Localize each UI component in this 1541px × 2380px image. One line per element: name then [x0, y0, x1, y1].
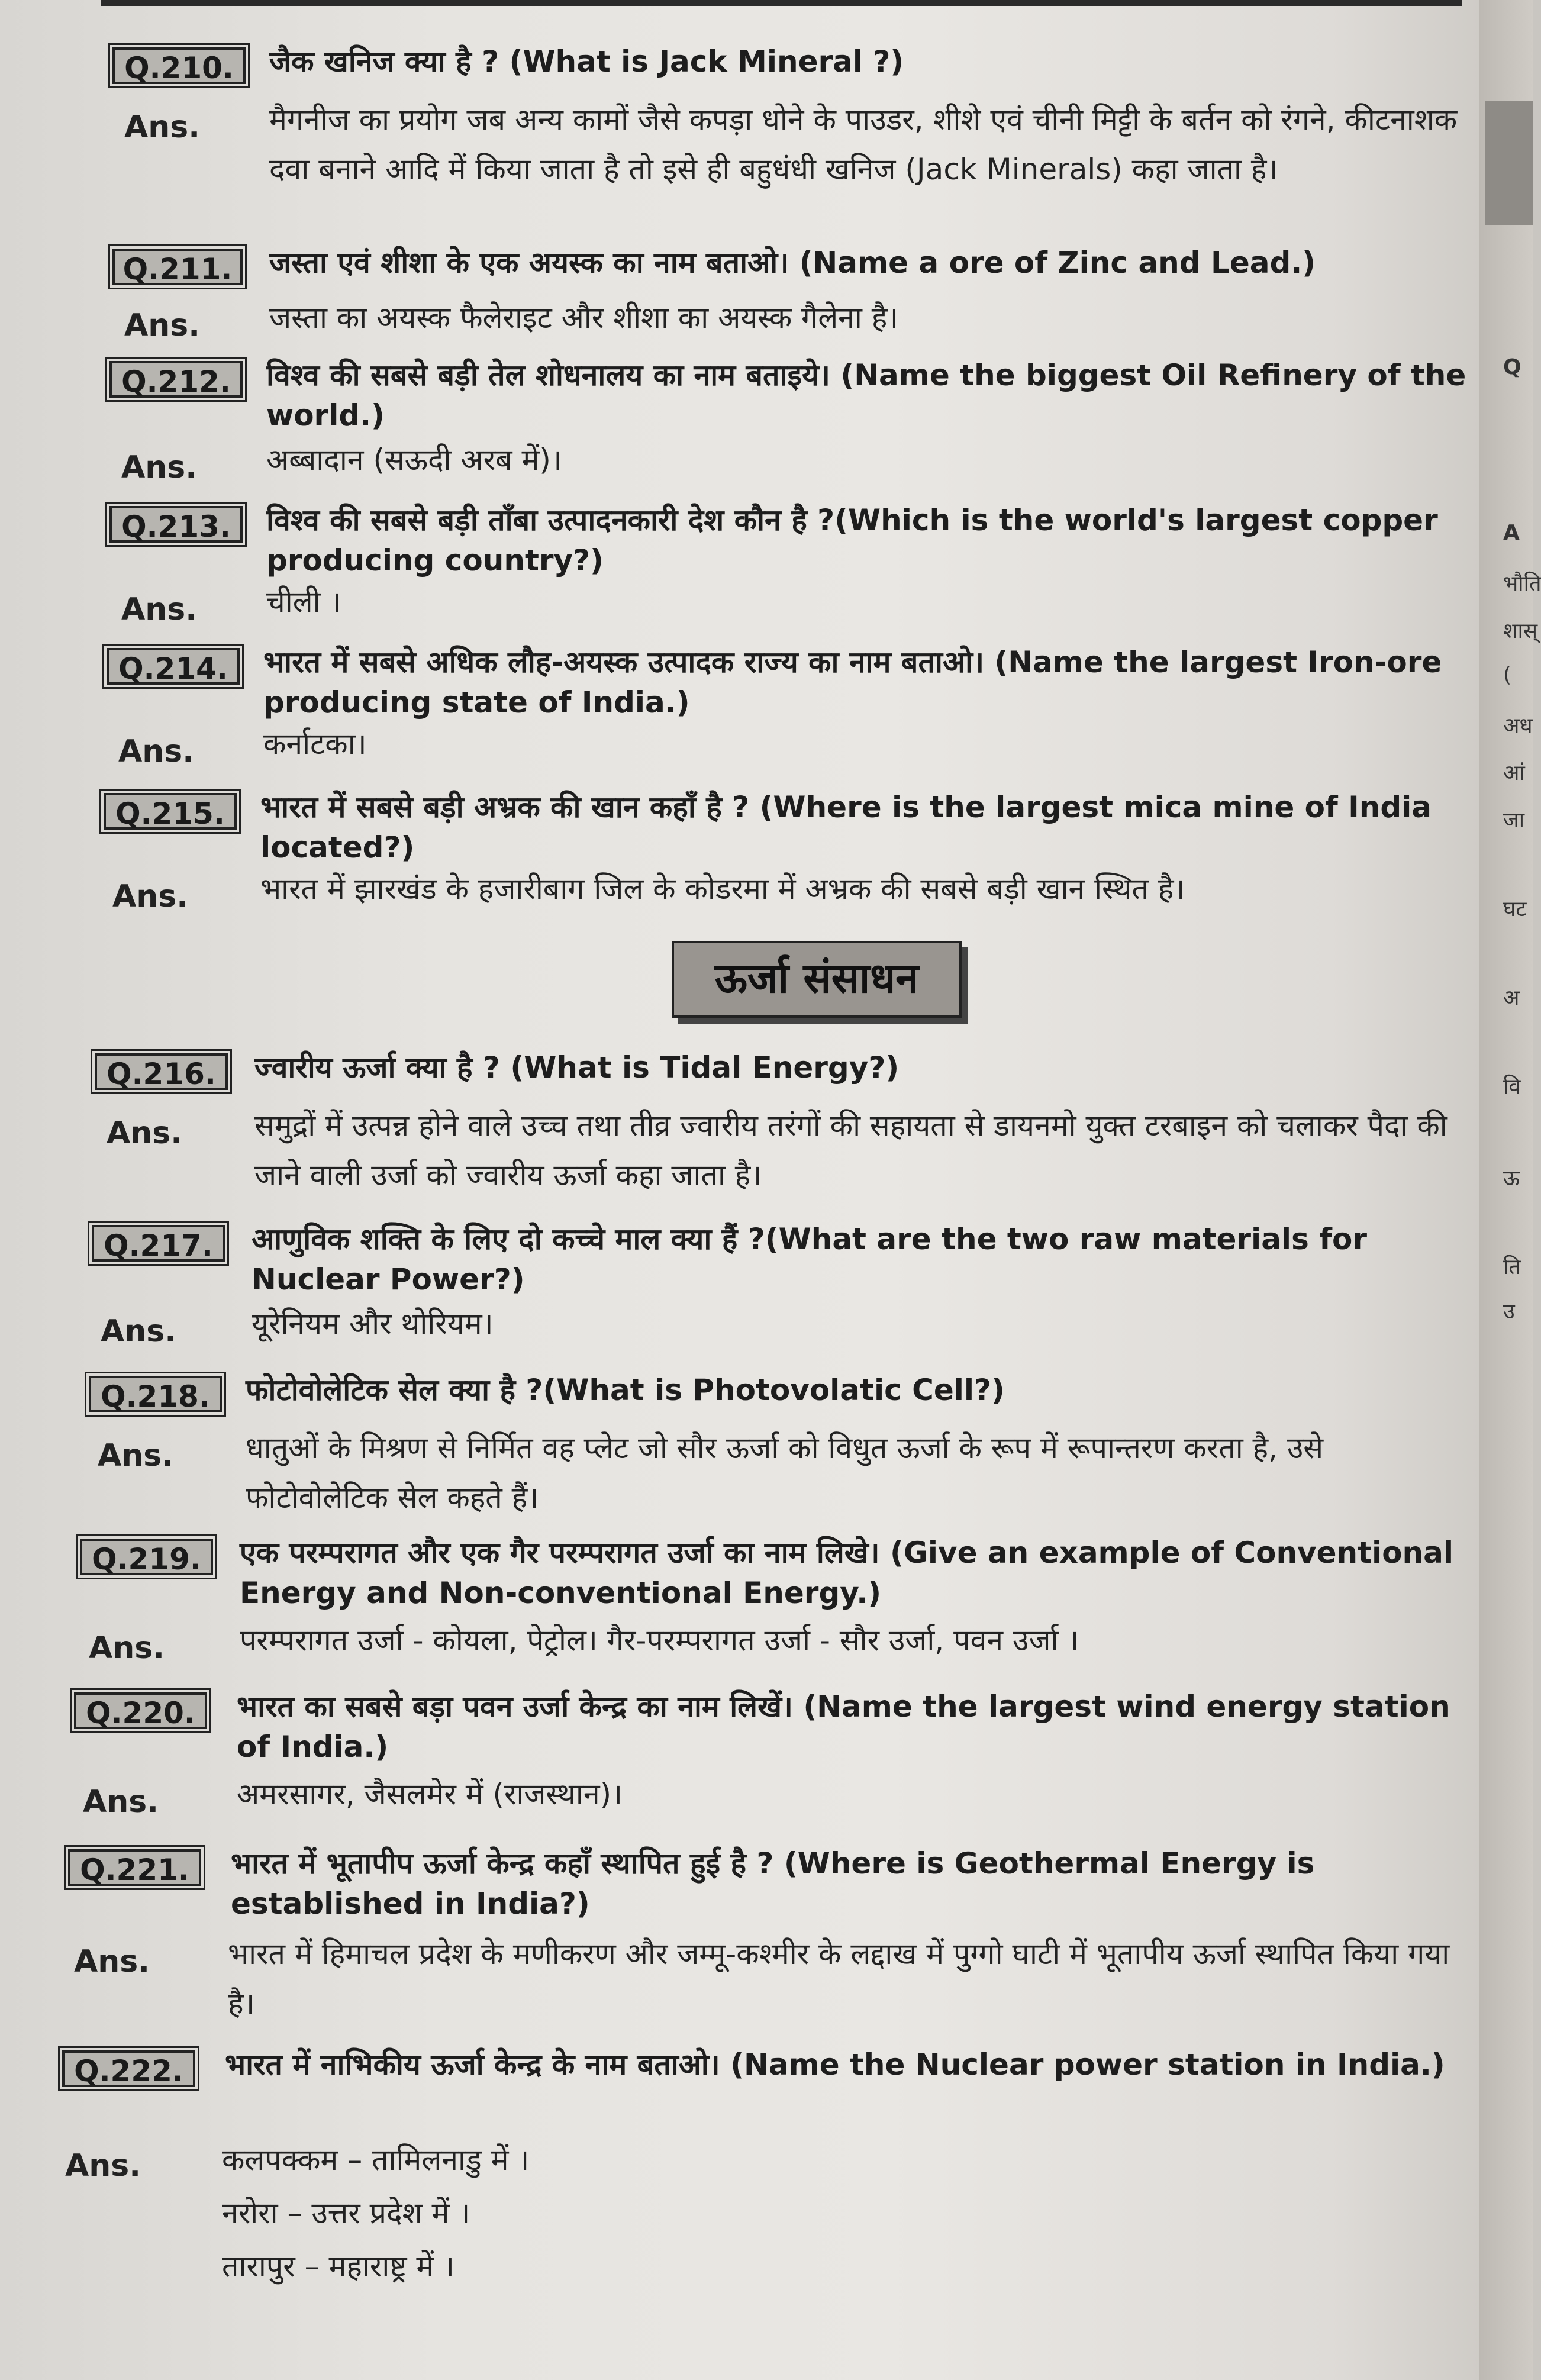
question-number: Q.210. [112, 47, 246, 84]
question-number: Q.211. [112, 249, 243, 285]
question-text: विश्व की सबसे बड़ी तेल शोधनालय का नाम बताइये। (Name the biggest Oil Refinery of the world.) [266, 358, 1466, 433]
question-number: Q.214. [107, 648, 240, 685]
answer-text: चीली । [266, 585, 341, 619]
answer-text: अमरसागर, जैसलमेर में (राजस्थान)। [237, 1777, 623, 1811]
question-number: Q.216. [95, 1053, 228, 1090]
answer-label: Ans. [74, 1944, 150, 1979]
question-text: जैक खनिज क्या है ? (What is Jack Mineral ?) [269, 44, 904, 79]
question-number: Q.217. [92, 1225, 225, 1262]
answer-text: भारत में झारखंड के हजारीबाग जिल के कोडरमा में अभ्रक की सबसे बड़ी खान स्थित है। [260, 872, 1185, 906]
answer-label: Ans. [118, 734, 194, 769]
answer-text: अब्बादान (सऊदी अरब में)। [266, 443, 562, 477]
answer-label: Ans. [101, 1314, 176, 1349]
answer-text: यूरेनियम और थोरियम। [252, 1307, 494, 1341]
question-text: जस्ता एवं शीशा के एक अयस्क का नाम बताओ। (Name a ore of Zinc and Lead.) [269, 246, 1316, 280]
question-number: Q.220. [74, 1692, 207, 1729]
question-number: Q.218. [89, 1376, 222, 1412]
question-text: फोटोवोलेटिक सेल क्या है ?(What is Photovolatic Cell?) [246, 1373, 1005, 1407]
answer-label: Ans. [107, 1115, 182, 1151]
answer-text: धातुओं के मिश्रण से निर्मित वह प्लेट जो सौर ऊर्जा को विधुत ऊर्जा के रूप में रूपान्तरण करता है, उसे फोटोवोलेटिक सेल कहते हैं। [246, 1431, 1324, 1515]
edge-fragment: ऊ [1503, 1166, 1520, 1191]
edge-fragment: अध [1503, 714, 1533, 738]
section-title: ऊर्जा संसाधन [672, 941, 962, 1018]
question-text: विश्व की सबसे बड़ी ताँबा उत्पादनकारी देश कौन है ?(Which is the world's largest copper producing country?) [266, 503, 1438, 578]
edge-fragment: A [1503, 521, 1520, 545]
edge-fragment: आं [1503, 761, 1525, 785]
answer-label: Ans. [124, 308, 200, 343]
question-text: आणुविक शक्ति के लिए दो कच्चे माल क्या हैं ?(What are the two raw materials for Nuclear Power?) [252, 1222, 1368, 1297]
question-text: भारत में नाभिकीय ऊर्जा केन्द्र के नाम बताओ। (Name the Nuclear power station in India.) [225, 2047, 1445, 2082]
edge-fragment: जा [1503, 808, 1525, 833]
answer-label: Ans. [83, 1784, 159, 1820]
edge-fragment: भौति [1503, 572, 1541, 596]
answer-label: Ans. [65, 2148, 141, 2184]
edge-fragment: उ [1503, 1299, 1515, 1324]
top-rule [101, 0, 1462, 6]
question-number: Q.215. [104, 793, 237, 830]
answer-label: Ans. [124, 109, 200, 145]
answer-text: कर्नाटका। [263, 727, 367, 761]
question-text: एक परम्परागत और एक गैर परम्परागत उर्जा का नाम लिखे। (Give an example of Conventional Energy and Non-conventional Energy.) [240, 1536, 1454, 1610]
edge-fragment: ( [1503, 663, 1512, 687]
answer-text: जस्ता का अयस्क फैलेराइट और शीशा का अयस्क गैलेना है। [269, 301, 899, 335]
question-text: भारत में सबसे अधिक लौह-अयस्क उत्पादक राज्य का नाम बताओ। (Name the largest Iron-ore producing state of India.) [263, 645, 1442, 720]
answer-text: भारत में हिमाचल प्रदेश के मणीकरण और जम्मू-कश्मीर के लद्दाख में पुग्गो घाटी में भूतापीय ऊर्जा स्थापित किया गया है। [228, 1937, 1450, 2021]
edge-shadow-bar [1485, 101, 1533, 225]
answer-label: Ans. [121, 592, 197, 627]
question-text: भारत में भूतापीप ऊर्जा केन्द्र कहाँ स्थापित हुई है ? (Where is Geothermal Energy is established in India?) [231, 1846, 1315, 1921]
answer-text: कलपक्कम – तामिलनाडु में । नरोरा – उत्तर प्रदेश में । तारापुर – महाराष्ट्र में । [222, 2143, 530, 2284]
question-text: भारत का सबसे बड़ा पवन उर्जा केन्द्र का नाम लिखें। (Name the largest wind energy station of India.) [237, 1689, 1450, 1764]
adjacent-page-edge [1479, 0, 1541, 2380]
answer-label: Ans. [89, 1630, 165, 1666]
question-number: Q.212. [109, 361, 243, 398]
edge-fragment: ति [1503, 1255, 1521, 1279]
question-number: Q.222. [62, 2050, 195, 2087]
edge-fragment: घट [1503, 897, 1527, 921]
answer-text: परम्परागत उर्जा - कोयला, पेट्रोल। गैर-परम्परागत उर्जा - सौर उर्जा, पवन उर्जा । [240, 1623, 1079, 1657]
edge-fragment: Q [1503, 355, 1521, 379]
edge-fragment: शास् [1503, 619, 1538, 643]
question-number: Q.213. [109, 506, 243, 543]
question-number: Q.219. [80, 1539, 213, 1575]
question-text: भारत में सबसे बड़ी अभ्रक की खान कहाँ है ? (Where is the largest mica mine of India located?) [260, 790, 1432, 865]
edge-fragment: वि [1503, 1075, 1521, 1099]
question-text: ज्वारीय ऊर्जा क्या है ? (What is Tidal Energy?) [254, 1050, 900, 1085]
answer-text: मैगनीज का प्रयोग जब अन्य कामों जैसे कपड़ा धोने के पाउडर, शीशे एवं चीनी मिट्टी के बर्तन को रंगने, कीटनाशक दवा बनाने आदि में किया जाता है तो इसे ही बहुधंधी खनिज (Jack Minerals) कहा जाता है। [269, 102, 1458, 186]
edge-fragment: अ [1503, 986, 1520, 1010]
answer-label: Ans. [98, 1438, 173, 1473]
question-number: Q.221. [68, 1849, 201, 1886]
answer-label: Ans. [112, 879, 188, 914]
answer-label: Ans. [121, 450, 197, 485]
answer-text: समुद्रों में उत्पन्न होने वाले उच्च तथा तीव्र ज्वारीय तरंगों की सहायता से डायनमो युक्त टरबाइन को चलाकर पैदा की जाने वाली उर्जा को ज्वारीय ऊर्जा कहा जाता है। [254, 1108, 1447, 1192]
